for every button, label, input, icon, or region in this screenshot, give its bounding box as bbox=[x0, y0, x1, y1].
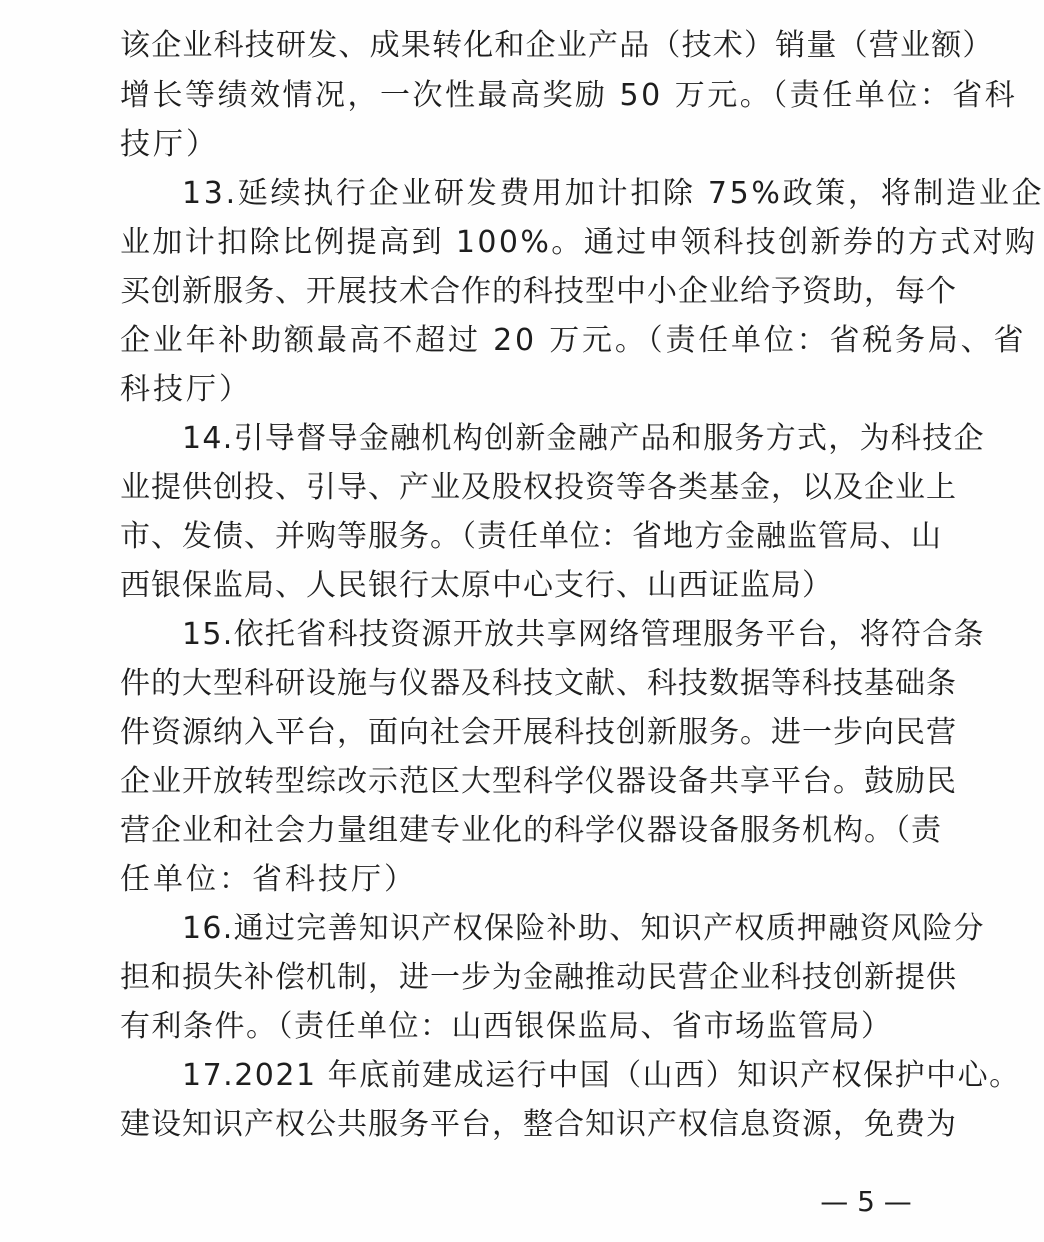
line-text: 任单位：省科技厅） bbox=[120, 862, 417, 897]
text-line bbox=[0, 170, 1044, 218]
text-line bbox=[0, 905, 1044, 953]
line-text: 建设知识产权公共服务平台，整合知识产权信息资源，免费为 bbox=[120, 1107, 957, 1142]
text-line bbox=[0, 121, 1044, 169]
text-line bbox=[0, 268, 1044, 316]
text-line bbox=[0, 1052, 1044, 1100]
page-number: — 5 — bbox=[820, 1185, 912, 1218]
text-line bbox=[0, 611, 1044, 659]
line-text: 科技厅） bbox=[120, 372, 252, 407]
text-line bbox=[0, 807, 1044, 855]
line-text: 15.依托省科技资源开放共享网络管理服务平台，将符合条 bbox=[182, 617, 985, 652]
line-text: 件资源纳入平台，面向社会开展科技创新服务。进一步向民营 bbox=[120, 715, 957, 750]
text-line bbox=[0, 513, 1044, 561]
text-line bbox=[0, 366, 1044, 414]
line-text: 业提供创投、引导、产业及股权投资等各类基金，以及企业上 bbox=[120, 470, 957, 505]
line-text: 16.通过完善知识产权保险补助、知识产权质押融资风险分 bbox=[182, 911, 985, 946]
line-text: 有利条件。（责任单位：山西银保监局、省市场监管局） bbox=[120, 1009, 893, 1044]
text-line bbox=[0, 72, 1044, 120]
line-text: 业加计扣除比例提高到 100%。通过申领科技创新券的方式对购 bbox=[120, 225, 1038, 260]
text-line bbox=[0, 562, 1044, 610]
line-text: 件的大型科研设施与仪器及科技文献、科技数据等科技基础条 bbox=[120, 666, 957, 701]
text-line bbox=[0, 954, 1044, 1002]
text-line bbox=[0, 464, 1044, 512]
line-text: 营企业和社会力量组建专业化的科学仪器设备服务机构。（责 bbox=[120, 813, 942, 848]
text-line bbox=[0, 758, 1044, 806]
line-text: 13.延续执行企业研发费用加计扣除 75%政策，将制造业企 bbox=[182, 176, 1044, 211]
line-text: 17.2021 年底前建成运行中国（山西）知识产权保护中心。 bbox=[182, 1058, 1021, 1093]
line-text: 企业年补助额最高不超过 20 万元。（责任单位：省税务局、省 bbox=[120, 323, 1027, 358]
line-text: 企业开放转型综改示范区大型科学仪器设备共享平台。鼓励民 bbox=[120, 764, 957, 799]
text-line bbox=[0, 317, 1044, 365]
text-line bbox=[0, 219, 1044, 267]
line-text: 买创新服务、开展技术合作的科技型中小企业给予资助，每个 bbox=[120, 274, 957, 309]
text-line bbox=[0, 1003, 1044, 1051]
text-line bbox=[0, 709, 1044, 757]
text-line bbox=[0, 660, 1044, 708]
line-text: 西银保监局、人民银行太原中心支行、山西证监局） bbox=[120, 568, 833, 603]
line-text: 该企业科技研发、成果转化和企业产品（技术）销量（营业额） bbox=[120, 28, 994, 63]
text-line bbox=[0, 856, 1044, 904]
text-line bbox=[0, 22, 1044, 70]
line-text: 14.引导督导金融机构创新金融产品和服务方式，为科技企 bbox=[182, 421, 985, 456]
line-text: 担和损失补偿机制，进一步为金融推动民营企业科技创新提供 bbox=[120, 960, 957, 995]
text-line bbox=[0, 415, 1044, 463]
line-text: 市、发债、并购等服务。（责任单位：省地方金融监管局、山 bbox=[120, 519, 942, 554]
line-text: 增长等绩效情况，一次性最高奖励 50 万元。（责任单位：省科 bbox=[120, 78, 1018, 113]
text-line bbox=[0, 1101, 1044, 1149]
line-text: 技厅） bbox=[120, 127, 219, 162]
